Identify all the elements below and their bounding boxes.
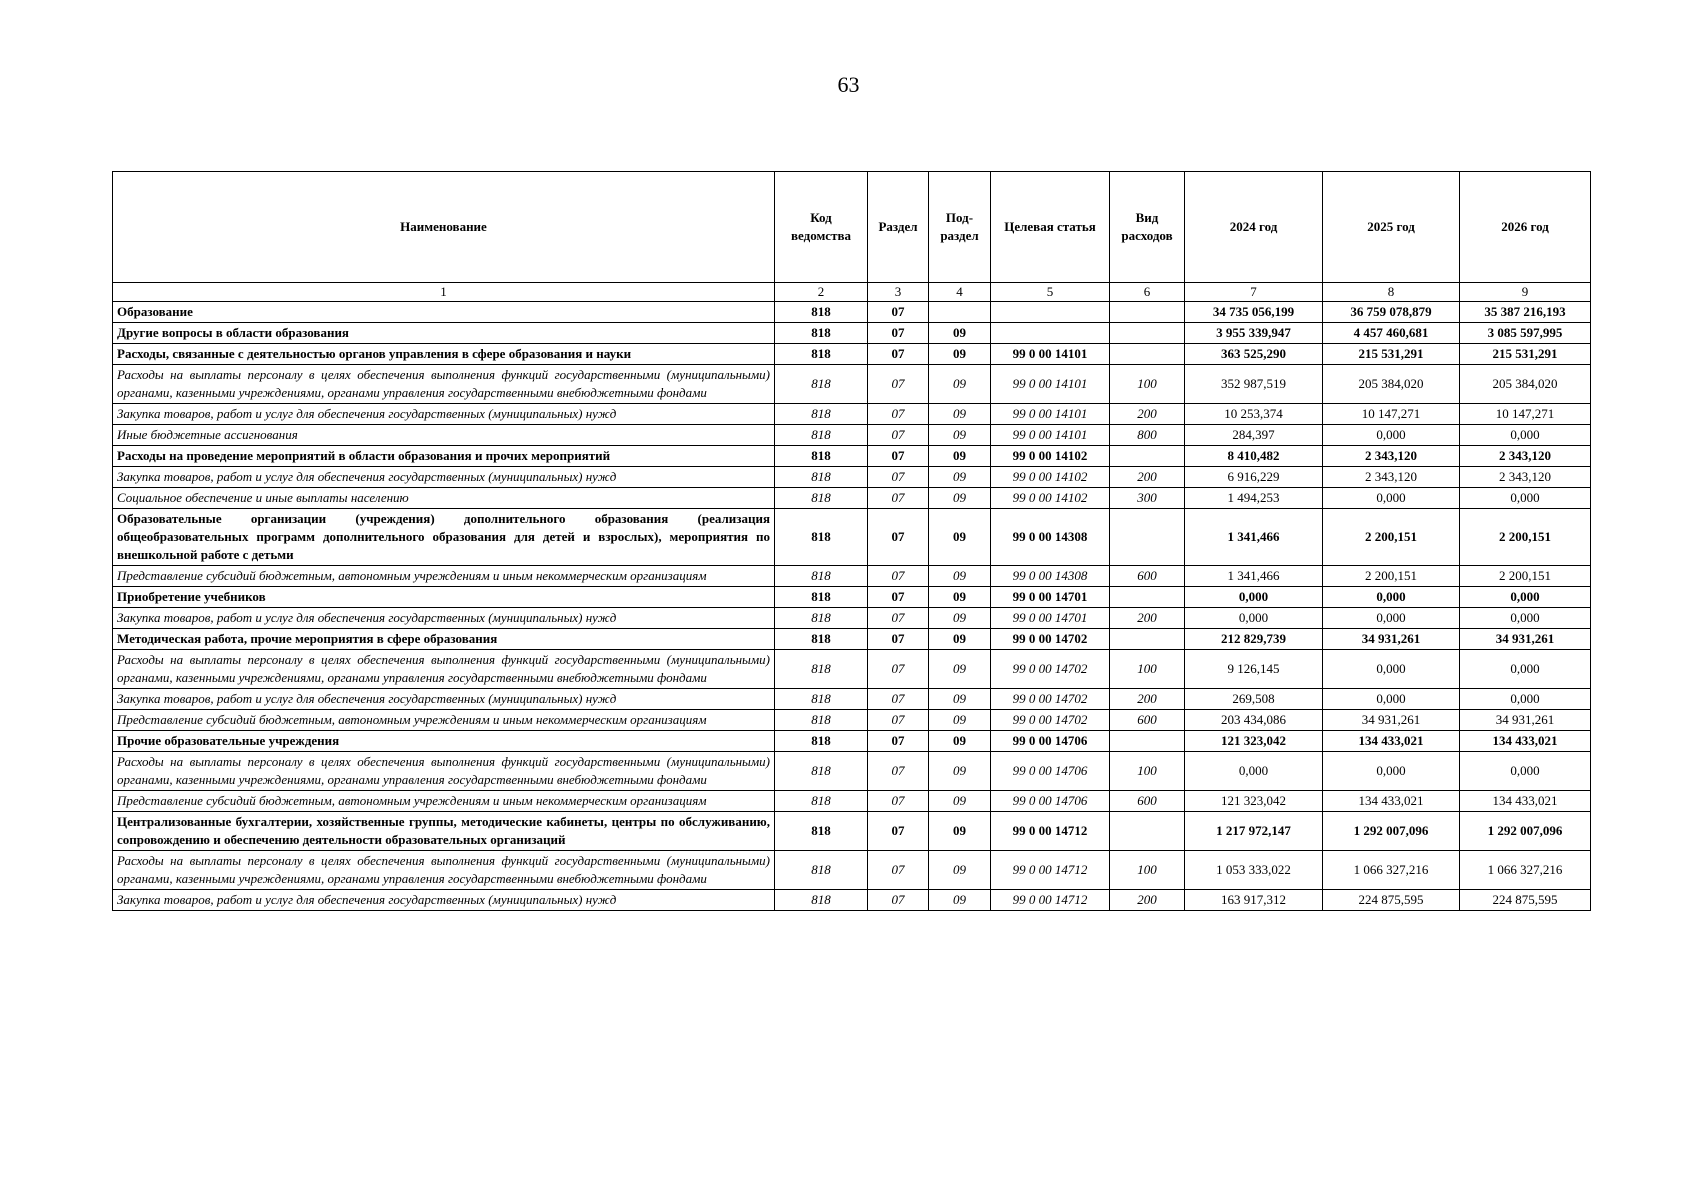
- row-name: Представление субсидий бюджетным, автономным учреждениям и иным некоммерческим организациям: [113, 566, 775, 587]
- expense-type: 200: [1110, 404, 1185, 425]
- subsection-code: [929, 302, 991, 323]
- expense-type: [1110, 629, 1185, 650]
- table-row: [113, 752, 1591, 791]
- target-article: 99 0 00 14702: [991, 710, 1110, 731]
- subsection-code: 09: [929, 890, 991, 911]
- expense-type: 300: [1110, 488, 1185, 509]
- amount-2026: 34 931,261: [1460, 710, 1591, 731]
- section-code: 07: [868, 812, 929, 851]
- table-row: [113, 731, 1591, 752]
- amount-2024: 121 323,042: [1185, 731, 1323, 752]
- table-row: [113, 404, 1591, 425]
- header-2026: 2026 год: [1460, 172, 1591, 283]
- section-code: 07: [868, 629, 929, 650]
- section-code: 07: [868, 566, 929, 587]
- department-code: 818: [775, 404, 868, 425]
- amount-2024: 121 323,042: [1185, 791, 1323, 812]
- department-code: 818: [775, 365, 868, 404]
- row-name: Закупка товаров, работ и услуг для обеспечения государственных (муниципальных) нужд: [113, 890, 775, 911]
- department-code: 818: [775, 425, 868, 446]
- table-row: [113, 851, 1591, 890]
- amount-2025: 0,000: [1323, 689, 1460, 710]
- amount-2026: 134 433,021: [1460, 791, 1591, 812]
- amount-2025: 10 147,271: [1323, 404, 1460, 425]
- target-article: [991, 302, 1110, 323]
- table-row: [113, 710, 1591, 731]
- amount-2026: 34 931,261: [1460, 629, 1591, 650]
- target-article: 99 0 00 14701: [991, 587, 1110, 608]
- section-code: 07: [868, 731, 929, 752]
- amount-2025: 0,000: [1323, 587, 1460, 608]
- row-name: Расходы на выплаты персоналу в целях обеспечения выполнения функций государственными (муниципальными) органами, казенными учреждениями, органами управления государственными внебюджетными фондами: [113, 752, 775, 791]
- table-row: [113, 608, 1591, 629]
- subsection-code: 09: [929, 812, 991, 851]
- amount-2025: 34 931,261: [1323, 629, 1460, 650]
- expense-type: [1110, 302, 1185, 323]
- section-code: 07: [868, 608, 929, 629]
- subsection-code: 09: [929, 851, 991, 890]
- amount-2025: 2 200,151: [1323, 509, 1460, 566]
- subsection-code: 09: [929, 650, 991, 689]
- subsection-code: 09: [929, 752, 991, 791]
- target-article: 99 0 00 14101: [991, 365, 1110, 404]
- department-code: 818: [775, 608, 868, 629]
- subsection-code: 09: [929, 323, 991, 344]
- subsection-code: 09: [929, 629, 991, 650]
- header-section: Раздел: [868, 172, 929, 283]
- amount-2024: 1 217 972,147: [1185, 812, 1323, 851]
- amount-2026: 10 147,271: [1460, 404, 1591, 425]
- subsection-code: 09: [929, 689, 991, 710]
- target-article: 99 0 00 14712: [991, 890, 1110, 911]
- amount-2024: 203 434,086: [1185, 710, 1323, 731]
- expense-type: [1110, 509, 1185, 566]
- section-code: 07: [868, 851, 929, 890]
- expense-type: [1110, 446, 1185, 467]
- target-article: 99 0 00 14102: [991, 446, 1110, 467]
- amount-2025: 4 457 460,681: [1323, 323, 1460, 344]
- row-name: Централизованные бухгалтерии, хозяйственные группы, методические кабинеты, центры по обслуживанию, сопровождению и обеспечению деятельности образовательных организаций: [113, 812, 775, 851]
- header-type: Вид расходов: [1110, 172, 1185, 283]
- expense-type: 600: [1110, 710, 1185, 731]
- amount-2024: 6 916,229: [1185, 467, 1323, 488]
- amount-2024: 34 735 056,199: [1185, 302, 1323, 323]
- section-code: 07: [868, 689, 929, 710]
- amount-2026: 0,000: [1460, 752, 1591, 791]
- amount-2026: 3 085 597,995: [1460, 323, 1591, 344]
- row-name: Образовательные организации (учреждения) дополнительного образования (реализация общеобразовательных программ дополнительного образования для детей и взрослых), мероприятия по внешкольной работе с детьми: [113, 509, 775, 566]
- section-code: 07: [868, 344, 929, 365]
- department-code: 818: [775, 323, 868, 344]
- header-target: Целевая статья: [991, 172, 1110, 283]
- expense-type: [1110, 731, 1185, 752]
- column-number: 2: [775, 283, 868, 302]
- amount-2024: 3 955 339,947: [1185, 323, 1323, 344]
- row-name: Расходы на проведение мероприятий в области образования и прочих мероприятий: [113, 446, 775, 467]
- row-name: Закупка товаров, работ и услуг для обеспечения государственных (муниципальных) нужд: [113, 608, 775, 629]
- amount-2024: 1 494,253: [1185, 488, 1323, 509]
- amount-2026: 0,000: [1460, 425, 1591, 446]
- section-code: 07: [868, 791, 929, 812]
- subsection-code: 09: [929, 404, 991, 425]
- department-code: 818: [775, 731, 868, 752]
- header-row: [113, 172, 1591, 283]
- target-article: 99 0 00 14706: [991, 791, 1110, 812]
- table-row: [113, 323, 1591, 344]
- amount-2024: 363 525,290: [1185, 344, 1323, 365]
- section-code: 07: [868, 365, 929, 404]
- expense-type: 200: [1110, 608, 1185, 629]
- amount-2025: 134 433,021: [1323, 791, 1460, 812]
- amount-2025: 224 875,595: [1323, 890, 1460, 911]
- page-number: 63: [837, 72, 860, 97]
- department-code: 818: [775, 689, 868, 710]
- department-code: 818: [775, 566, 868, 587]
- target-article: 99 0 00 14712: [991, 851, 1110, 890]
- amount-2026: 1 066 327,216: [1460, 851, 1591, 890]
- amount-2026: 2 343,120: [1460, 467, 1591, 488]
- amount-2026: 1 292 007,096: [1460, 812, 1591, 851]
- subsection-code: 09: [929, 344, 991, 365]
- department-code: 818: [775, 710, 868, 731]
- department-code: 818: [775, 488, 868, 509]
- table-row: [113, 587, 1591, 608]
- department-code: 818: [775, 302, 868, 323]
- department-code: 818: [775, 446, 868, 467]
- amount-2024: 1 053 333,022: [1185, 851, 1323, 890]
- department-code: 818: [775, 752, 868, 791]
- subsection-code: 09: [929, 365, 991, 404]
- subsection-code: 09: [929, 425, 991, 446]
- expense-type: 100: [1110, 851, 1185, 890]
- section-code: 07: [868, 446, 929, 467]
- table-row: [113, 629, 1591, 650]
- amount-2024: 8 410,482: [1185, 446, 1323, 467]
- table-row: [113, 509, 1591, 566]
- row-name: Прочие образовательные учреждения: [113, 731, 775, 752]
- department-code: 818: [775, 509, 868, 566]
- department-code: 818: [775, 467, 868, 488]
- row-name: Закупка товаров, работ и услуг для обеспечения государственных (муниципальных) нужд: [113, 404, 775, 425]
- target-article: 99 0 00 14101: [991, 404, 1110, 425]
- target-article: 99 0 00 14701: [991, 608, 1110, 629]
- table-row: [113, 812, 1591, 851]
- row-name: Расходы на выплаты персоналу в целях обеспечения выполнения функций государственными (муниципальными) органами, казенными учреждениями, органами управления государственными внебюджетными фондами: [113, 851, 775, 890]
- target-article: 99 0 00 14712: [991, 812, 1110, 851]
- table-row: [113, 890, 1591, 911]
- amount-2025: 215 531,291: [1323, 344, 1460, 365]
- header-subsection: Под-раздел: [929, 172, 991, 283]
- expense-type: 100: [1110, 650, 1185, 689]
- amount-2025: 34 931,261: [1323, 710, 1460, 731]
- subsection-code: 09: [929, 509, 991, 566]
- row-name: Образование: [113, 302, 775, 323]
- table-row: [113, 425, 1591, 446]
- amount-2026: 0,000: [1460, 650, 1591, 689]
- row-name: Закупка товаров, работ и услуг для обеспечения государственных (муниципальных) нужд: [113, 689, 775, 710]
- table-body: [113, 302, 1591, 911]
- table-row: [113, 467, 1591, 488]
- department-code: 818: [775, 812, 868, 851]
- target-article: 99 0 00 14702: [991, 629, 1110, 650]
- table-row: [113, 791, 1591, 812]
- section-code: 07: [868, 425, 929, 446]
- expense-type: 100: [1110, 365, 1185, 404]
- target-article: 99 0 00 14101: [991, 425, 1110, 446]
- target-article: 99 0 00 14706: [991, 752, 1110, 791]
- department-code: 818: [775, 851, 868, 890]
- amount-2025: 0,000: [1323, 488, 1460, 509]
- amount-2024: 163 917,312: [1185, 890, 1323, 911]
- header-2024: 2024 год: [1185, 172, 1323, 283]
- department-code: 818: [775, 629, 868, 650]
- amount-2025: 0,000: [1323, 425, 1460, 446]
- amount-2026: 0,000: [1460, 608, 1591, 629]
- amount-2024: 269,508: [1185, 689, 1323, 710]
- subsection-code: 09: [929, 608, 991, 629]
- row-name: Социальное обеспечение и иные выплаты населению: [113, 488, 775, 509]
- amount-2024: 0,000: [1185, 587, 1323, 608]
- row-name: Методическая работа, прочие мероприятия в сфере образования: [113, 629, 775, 650]
- amount-2026: 0,000: [1460, 488, 1591, 509]
- row-name: Приобретение учебников: [113, 587, 775, 608]
- expense-type: [1110, 323, 1185, 344]
- section-code: 07: [868, 587, 929, 608]
- table-row: [113, 689, 1591, 710]
- target-article: 99 0 00 14308: [991, 509, 1110, 566]
- expense-type: [1110, 812, 1185, 851]
- section-code: 07: [868, 752, 929, 791]
- amount-2026: 224 875,595: [1460, 890, 1591, 911]
- subsection-code: 09: [929, 446, 991, 467]
- target-article: 99 0 00 14308: [991, 566, 1110, 587]
- target-article: 99 0 00 14702: [991, 689, 1110, 710]
- table-row: [113, 446, 1591, 467]
- amount-2026: 215 531,291: [1460, 344, 1591, 365]
- column-number: 8: [1323, 283, 1460, 302]
- amount-2024: 352 987,519: [1185, 365, 1323, 404]
- expense-type: 600: [1110, 566, 1185, 587]
- section-code: 07: [868, 467, 929, 488]
- row-name: Расходы на выплаты персоналу в целях обеспечения выполнения функций государственными (муниципальными) органами, казенными учреждениями, органами управления государственными внебюджетными фондами: [113, 650, 775, 689]
- amount-2026: 2 343,120: [1460, 446, 1591, 467]
- target-article: 99 0 00 14102: [991, 488, 1110, 509]
- subsection-code: 09: [929, 731, 991, 752]
- section-code: 07: [868, 323, 929, 344]
- amount-2025: 0,000: [1323, 608, 1460, 629]
- column-number: 9: [1460, 283, 1591, 302]
- column-number-row: [113, 283, 1591, 302]
- table-row: [113, 365, 1591, 404]
- amount-2025: 0,000: [1323, 650, 1460, 689]
- column-number: 4: [929, 283, 991, 302]
- table-row: [113, 566, 1591, 587]
- row-name: Расходы на выплаты персоналу в целях обеспечения выполнения функций государственными (муниципальными) органами, казенными учреждениями, органами управления государственными внебюджетными фондами: [113, 365, 775, 404]
- target-article: 99 0 00 14101: [991, 344, 1110, 365]
- amount-2026: 2 200,151: [1460, 566, 1591, 587]
- row-name: Представление субсидий бюджетным, автономным учреждениям и иным некоммерческим организациям: [113, 791, 775, 812]
- department-code: 818: [775, 587, 868, 608]
- section-code: 07: [868, 650, 929, 689]
- amount-2024: 1 341,466: [1185, 566, 1323, 587]
- row-name: Иные бюджетные ассигнования: [113, 425, 775, 446]
- amount-2025: 2 343,120: [1323, 446, 1460, 467]
- row-name: Закупка товаров, работ и услуг для обеспечения государственных (муниципальных) нужд: [113, 467, 775, 488]
- department-code: 818: [775, 791, 868, 812]
- section-code: 07: [868, 488, 929, 509]
- amount-2026: 0,000: [1460, 587, 1591, 608]
- amount-2025: 134 433,021: [1323, 731, 1460, 752]
- expense-type: 100: [1110, 752, 1185, 791]
- amount-2024: 0,000: [1185, 608, 1323, 629]
- amount-2024: 10 253,374: [1185, 404, 1323, 425]
- column-number: 5: [991, 283, 1110, 302]
- subsection-code: 09: [929, 587, 991, 608]
- section-code: 07: [868, 710, 929, 731]
- row-name: Расходы, связанные с деятельностью органов управления в сфере образования и науки: [113, 344, 775, 365]
- table-row: [113, 344, 1591, 365]
- amount-2026: 0,000: [1460, 689, 1591, 710]
- row-name: Представление субсидий бюджетным, автономным учреждениям и иным некоммерческим организациям: [113, 710, 775, 731]
- amount-2024: 284,397: [1185, 425, 1323, 446]
- header-code: Код ведомства: [775, 172, 868, 283]
- subsection-code: 09: [929, 791, 991, 812]
- amount-2026: 205 384,020: [1460, 365, 1591, 404]
- department-code: 818: [775, 344, 868, 365]
- header-name: Наименование: [113, 172, 775, 283]
- subsection-code: 09: [929, 566, 991, 587]
- amount-2025: 1 066 327,216: [1323, 851, 1460, 890]
- department-code: 818: [775, 890, 868, 911]
- expense-type: 800: [1110, 425, 1185, 446]
- amount-2025: 205 384,020: [1323, 365, 1460, 404]
- amount-2024: 1 341,466: [1185, 509, 1323, 566]
- department-code: 818: [775, 650, 868, 689]
- expense-type: 200: [1110, 890, 1185, 911]
- expense-type: 200: [1110, 467, 1185, 488]
- amount-2025: 2 343,120: [1323, 467, 1460, 488]
- amount-2024: 212 829,739: [1185, 629, 1323, 650]
- column-number: 3: [868, 283, 929, 302]
- column-number: 1: [113, 283, 775, 302]
- amount-2025: 1 292 007,096: [1323, 812, 1460, 851]
- amount-2025: 0,000: [1323, 752, 1460, 791]
- target-article: [991, 323, 1110, 344]
- row-name: Другие вопросы в области образования: [113, 323, 775, 344]
- section-code: 07: [868, 404, 929, 425]
- target-article: 99 0 00 14706: [991, 731, 1110, 752]
- amount-2024: 9 126,145: [1185, 650, 1323, 689]
- expense-type: 600: [1110, 791, 1185, 812]
- expense-type: [1110, 344, 1185, 365]
- amount-2026: 35 387 216,193: [1460, 302, 1591, 323]
- section-code: 07: [868, 509, 929, 566]
- column-number: 6: [1110, 283, 1185, 302]
- subsection-code: 09: [929, 467, 991, 488]
- amount-2026: 2 200,151: [1460, 509, 1591, 566]
- header-2025: 2025 год: [1323, 172, 1460, 283]
- table-row: [113, 650, 1591, 689]
- amount-2025: 2 200,151: [1323, 566, 1460, 587]
- column-number: 7: [1185, 283, 1323, 302]
- section-code: 07: [868, 890, 929, 911]
- budget-table: [112, 171, 1591, 911]
- expense-type: [1110, 587, 1185, 608]
- target-article: 99 0 00 14702: [991, 650, 1110, 689]
- expense-type: 200: [1110, 689, 1185, 710]
- section-code: 07: [868, 302, 929, 323]
- table-row: [113, 488, 1591, 509]
- subsection-code: 09: [929, 488, 991, 509]
- amount-2026: 134 433,021: [1460, 731, 1591, 752]
- amount-2024: 0,000: [1185, 752, 1323, 791]
- table-row: [113, 302, 1591, 323]
- amount-2025: 36 759 078,879: [1323, 302, 1460, 323]
- target-article: 99 0 00 14102: [991, 467, 1110, 488]
- subsection-code: 09: [929, 710, 991, 731]
